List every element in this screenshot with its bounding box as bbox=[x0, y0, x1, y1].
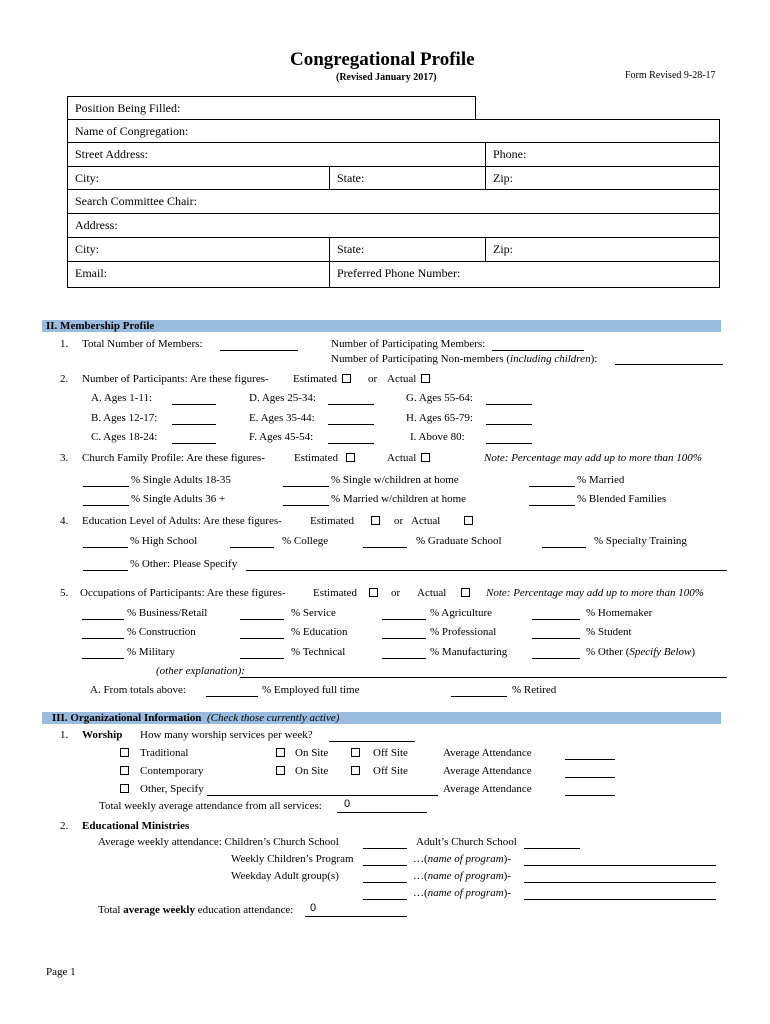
worship-label: Worship bbox=[82, 729, 123, 741]
edu-other-label: % Other: Please Specify bbox=[130, 558, 238, 570]
blended-label: % Blended Families bbox=[577, 493, 667, 505]
weekly-children-label: Weekly Children’s Program bbox=[231, 853, 354, 865]
participating-label: Number of Participating Members: bbox=[331, 338, 486, 350]
other-worship-checkbox[interactable] bbox=[120, 784, 129, 793]
participating-input[interactable] bbox=[492, 350, 584, 351]
other-worship-label: Other, Specify bbox=[140, 783, 204, 795]
q2-estimated-checkbox[interactable] bbox=[342, 374, 351, 383]
married-input[interactable] bbox=[529, 486, 575, 487]
contemporary-label: Contemporary bbox=[140, 765, 204, 777]
agri-label: % Agriculture bbox=[430, 607, 493, 619]
page-title: Congregational Profile bbox=[290, 49, 475, 70]
age-i-input[interactable] bbox=[486, 443, 532, 444]
blended-input[interactable] bbox=[529, 505, 575, 506]
adult-cs-label: Adult’s Church School bbox=[416, 836, 517, 848]
age-h-input[interactable] bbox=[486, 424, 532, 425]
org-heading: III. Organizational Information (Check those currently active) bbox=[52, 712, 340, 724]
age-g-label: G. Ages 55-64: bbox=[406, 392, 473, 404]
business-input[interactable] bbox=[82, 619, 124, 620]
retired-input[interactable] bbox=[451, 696, 507, 697]
married-label: % Married bbox=[577, 474, 625, 486]
college-input[interactable] bbox=[230, 547, 274, 548]
city-label: City: bbox=[75, 171, 100, 185]
avg-attendance-1-input[interactable] bbox=[565, 759, 615, 760]
q4-actual-checkbox[interactable] bbox=[464, 516, 473, 525]
service-label: % Service bbox=[291, 607, 336, 619]
total-members-label: Total Number of Members: bbox=[82, 338, 203, 350]
services-count-input[interactable] bbox=[329, 741, 415, 742]
spec-label: % Specialty Training bbox=[594, 535, 687, 547]
program-name-2-input[interactable] bbox=[524, 882, 716, 883]
search-chair-label: Search Committee Chair: bbox=[75, 194, 197, 208]
professional-label: % Professional bbox=[430, 626, 497, 638]
extra-program-input[interactable] bbox=[363, 899, 407, 900]
chair-address-field[interactable] bbox=[67, 213, 720, 238]
q3-label: Church Family Profile: Are these figures- bbox=[82, 452, 265, 464]
student-label: % Student bbox=[586, 626, 632, 638]
childrens-cs-input[interactable] bbox=[363, 848, 407, 849]
contemporary-offsite-checkbox[interactable] bbox=[351, 766, 360, 775]
q5-number: 5. bbox=[60, 587, 69, 599]
age-e-label: E. Ages 35-44: bbox=[249, 412, 315, 424]
edu-other-specify-input[interactable] bbox=[246, 570, 727, 571]
grad-input[interactable] bbox=[363, 547, 407, 548]
homemaker-input[interactable] bbox=[532, 619, 580, 620]
q5-estimated-checkbox[interactable] bbox=[369, 588, 378, 597]
email-field[interactable] bbox=[67, 261, 330, 288]
other-worship-input[interactable] bbox=[207, 795, 438, 796]
total-edu-label: Total average weekly education attendance: bbox=[98, 904, 294, 916]
form-revised-date: Form Revised 9-28-17 bbox=[625, 70, 716, 81]
age-d-label: D. Ages 25-34: bbox=[249, 392, 316, 404]
q3-number: 3. bbox=[60, 452, 69, 464]
age-f-label: F. Ages 45-54: bbox=[249, 431, 314, 443]
construction-label: % Construction bbox=[127, 626, 196, 638]
zip-field[interactable] bbox=[485, 166, 720, 190]
technical-label: % Technical bbox=[291, 646, 346, 658]
q3-actual-label: Actual bbox=[387, 452, 417, 464]
swc-label: % Single w/children at home bbox=[331, 474, 459, 486]
street-address-label: Street Address: bbox=[75, 147, 148, 161]
education-occ-label: % Education bbox=[291, 626, 348, 638]
traditional-onsite-label: On Site bbox=[295, 747, 329, 759]
age-g-input[interactable] bbox=[486, 404, 532, 405]
single1-input[interactable] bbox=[83, 486, 129, 487]
q3-estimated-label: Estimated bbox=[294, 452, 338, 464]
age-c-input[interactable] bbox=[172, 443, 216, 444]
technical-input[interactable] bbox=[240, 658, 284, 659]
weekday-adult-label: Weekday Adult group(s) bbox=[231, 870, 339, 882]
chair-state-label: State: bbox=[337, 242, 365, 256]
total-members-input[interactable] bbox=[220, 350, 298, 351]
business-label: % Business/Retail bbox=[127, 607, 208, 619]
q5-label: Occupations of Participants: Are these figures- bbox=[80, 587, 286, 599]
avg-attendance-3-label: Average Attendance bbox=[443, 783, 532, 795]
congregation-name-field[interactable] bbox=[67, 119, 720, 143]
age-e-input[interactable] bbox=[328, 424, 374, 425]
military-label: % Military bbox=[127, 646, 175, 658]
manufacturing-input[interactable] bbox=[382, 658, 426, 659]
q4-actual-label: Actual bbox=[411, 515, 441, 527]
q4-label: Education Level of Adults: Are these figures- bbox=[82, 515, 282, 527]
weekday-adult-input[interactable] bbox=[363, 882, 407, 883]
non-members-label: Number of Participating Non-members (including children): bbox=[331, 353, 598, 365]
q5-actual-label: Actual bbox=[417, 587, 447, 599]
revision-subtitle: (Revised January 2017) bbox=[336, 72, 437, 83]
preferred-phone-field[interactable] bbox=[329, 261, 720, 288]
chair-city-label: City: bbox=[75, 242, 100, 256]
traditional-checkbox[interactable] bbox=[120, 748, 129, 757]
childrens-cs-label: Average weekly attendance: Children’s Church School bbox=[98, 836, 339, 848]
traditional-onsite-checkbox[interactable] bbox=[276, 748, 285, 757]
state-label: State: bbox=[337, 171, 365, 185]
age-b-input[interactable] bbox=[172, 424, 216, 425]
search-chair-field[interactable] bbox=[67, 189, 720, 214]
employed-input[interactable] bbox=[206, 696, 258, 697]
education-occ-input[interactable] bbox=[240, 638, 284, 639]
other-explanation-label: (other explanation): bbox=[156, 665, 245, 677]
adult-cs-input[interactable] bbox=[524, 848, 580, 849]
services-question: How many worship services per week? bbox=[140, 729, 313, 741]
other-explanation-input[interactable] bbox=[240, 677, 727, 678]
zip-label: Zip: bbox=[493, 171, 513, 185]
age-b-label: B. Ages 12-17: bbox=[91, 412, 158, 424]
occ-other-input[interactable] bbox=[532, 658, 580, 659]
weekly-children-input[interactable] bbox=[363, 865, 407, 866]
age-a-input[interactable] bbox=[172, 404, 216, 405]
student-input[interactable] bbox=[532, 638, 580, 639]
mwc-label: % Married w/children at home bbox=[331, 493, 467, 505]
q4-estimated-label: Estimated bbox=[310, 515, 354, 527]
q2-label: Number of Participants: Are these figures- bbox=[82, 373, 269, 385]
age-f-input[interactable] bbox=[328, 443, 374, 444]
worship-number: 1. bbox=[60, 729, 69, 741]
age-d-input[interactable] bbox=[328, 404, 374, 405]
edu-ministries-label: Educational Ministries bbox=[82, 820, 190, 832]
program-name-1-input[interactable] bbox=[524, 865, 716, 866]
program-name-1-label: …(name of program)- bbox=[413, 853, 511, 865]
total-edu-value: 0 bbox=[310, 902, 317, 914]
single2-label: % Single Adults 36 + bbox=[131, 493, 226, 505]
avg-attendance-2-input[interactable] bbox=[565, 777, 615, 778]
congregation-name-label: Name of Congregation: bbox=[75, 124, 189, 138]
program-name-2-label: …(name of program)- bbox=[413, 870, 511, 882]
membership-heading: II. Membership Profile bbox=[46, 320, 155, 332]
manufacturing-label: % Manufacturing bbox=[430, 646, 508, 658]
position-label: Position Being Filled: bbox=[75, 101, 181, 115]
q3-note: Note: Percentage may add up to more than 100% bbox=[484, 452, 702, 464]
occ-other-label: % Other (Specify Below) bbox=[586, 646, 696, 658]
q5-actual-checkbox[interactable] bbox=[461, 588, 470, 597]
chair-zip-label: Zip: bbox=[493, 242, 513, 256]
edu-number: 2. bbox=[60, 820, 69, 832]
military-input[interactable] bbox=[82, 658, 124, 659]
state-field[interactable] bbox=[329, 166, 486, 190]
swc-input[interactable] bbox=[283, 486, 329, 487]
age-a-label: A. Ages 1-11: bbox=[91, 392, 153, 404]
q2-actual-checkbox[interactable] bbox=[421, 374, 430, 383]
q4-estimated-checkbox[interactable] bbox=[371, 516, 380, 525]
traditional-offsite-label: Off Site bbox=[373, 747, 408, 759]
page-number: Page 1 bbox=[46, 966, 76, 978]
program-name-3-label: …(name of program)- bbox=[413, 887, 511, 899]
program-name-3-input[interactable] bbox=[524, 899, 716, 900]
q3-actual-checkbox[interactable] bbox=[421, 453, 430, 462]
spec-input[interactable] bbox=[542, 547, 586, 548]
hs-input[interactable] bbox=[83, 547, 128, 548]
q2-estimated-label: Estimated bbox=[293, 373, 337, 385]
position-field[interactable] bbox=[67, 96, 476, 120]
chair-address-label: Address: bbox=[75, 218, 118, 232]
contemporary-onsite-checkbox[interactable] bbox=[276, 766, 285, 775]
email-label: Email: bbox=[75, 266, 107, 280]
mwc-input[interactable] bbox=[283, 505, 329, 506]
q3-estimated-checkbox[interactable] bbox=[346, 453, 355, 462]
non-members-input[interactable] bbox=[615, 364, 723, 365]
agri-input[interactable] bbox=[382, 619, 426, 620]
chair-state-field[interactable] bbox=[329, 237, 486, 262]
totals-label: A. From totals above: bbox=[90, 684, 186, 696]
traditional-offsite-checkbox[interactable] bbox=[351, 748, 360, 757]
single1-label: % Single Adults 18-35 bbox=[131, 474, 231, 486]
phone-field[interactable] bbox=[485, 142, 720, 167]
q4-number: 4. bbox=[60, 515, 69, 527]
q5-note: Note: Percentage may add up to more than 100% bbox=[486, 587, 704, 599]
contemporary-checkbox[interactable] bbox=[120, 766, 129, 775]
chair-city-field[interactable] bbox=[67, 237, 330, 262]
college-label: % College bbox=[282, 535, 329, 547]
hs-label: % High School bbox=[130, 535, 198, 547]
q2-actual-label: Actual bbox=[387, 373, 417, 385]
total-weekly-label: Total weekly average attendance from all services: bbox=[99, 800, 322, 812]
contemporary-onsite-label: On Site bbox=[295, 765, 329, 777]
total-weekly-value: 0 bbox=[344, 798, 351, 810]
age-c-label: C. Ages 18-24: bbox=[91, 431, 158, 443]
phone-label: Phone: bbox=[493, 147, 527, 161]
edu-other-input[interactable] bbox=[83, 570, 128, 571]
city-field[interactable] bbox=[67, 166, 330, 190]
avg-attendance-3-input[interactable] bbox=[565, 795, 615, 796]
preferred-phone-label: Preferred Phone Number: bbox=[337, 266, 461, 280]
street-address-field[interactable] bbox=[67, 142, 486, 167]
chair-zip-field[interactable] bbox=[485, 237, 720, 262]
retired-label: % Retired bbox=[512, 684, 557, 696]
service-input[interactable] bbox=[240, 619, 284, 620]
q2-or: or bbox=[368, 373, 378, 385]
age-i-label: I. Above 80: bbox=[410, 431, 465, 443]
q5-or: or bbox=[391, 587, 401, 599]
traditional-label: Traditional bbox=[140, 747, 189, 759]
single2-input[interactable] bbox=[83, 505, 129, 506]
total-weekly-input[interactable] bbox=[337, 812, 427, 813]
total-edu-input[interactable] bbox=[305, 916, 407, 917]
contemporary-offsite-label: Off Site bbox=[373, 765, 408, 777]
professional-input[interactable] bbox=[382, 638, 426, 639]
avg-attendance-1-label: Average Attendance bbox=[443, 747, 532, 759]
avg-attendance-2-label: Average Attendance bbox=[443, 765, 532, 777]
grad-label: % Graduate School bbox=[416, 535, 502, 547]
construction-input[interactable] bbox=[82, 638, 124, 639]
q2-number: 2. bbox=[60, 373, 69, 385]
homemaker-label: % Homemaker bbox=[586, 607, 653, 619]
q1-number: 1. bbox=[60, 338, 69, 350]
q4-or: or bbox=[394, 515, 404, 527]
age-h-label: H. Ages 65-79: bbox=[406, 412, 473, 424]
employed-label: % Employed full time bbox=[262, 684, 360, 696]
q5-estimated-label: Estimated bbox=[313, 587, 357, 599]
